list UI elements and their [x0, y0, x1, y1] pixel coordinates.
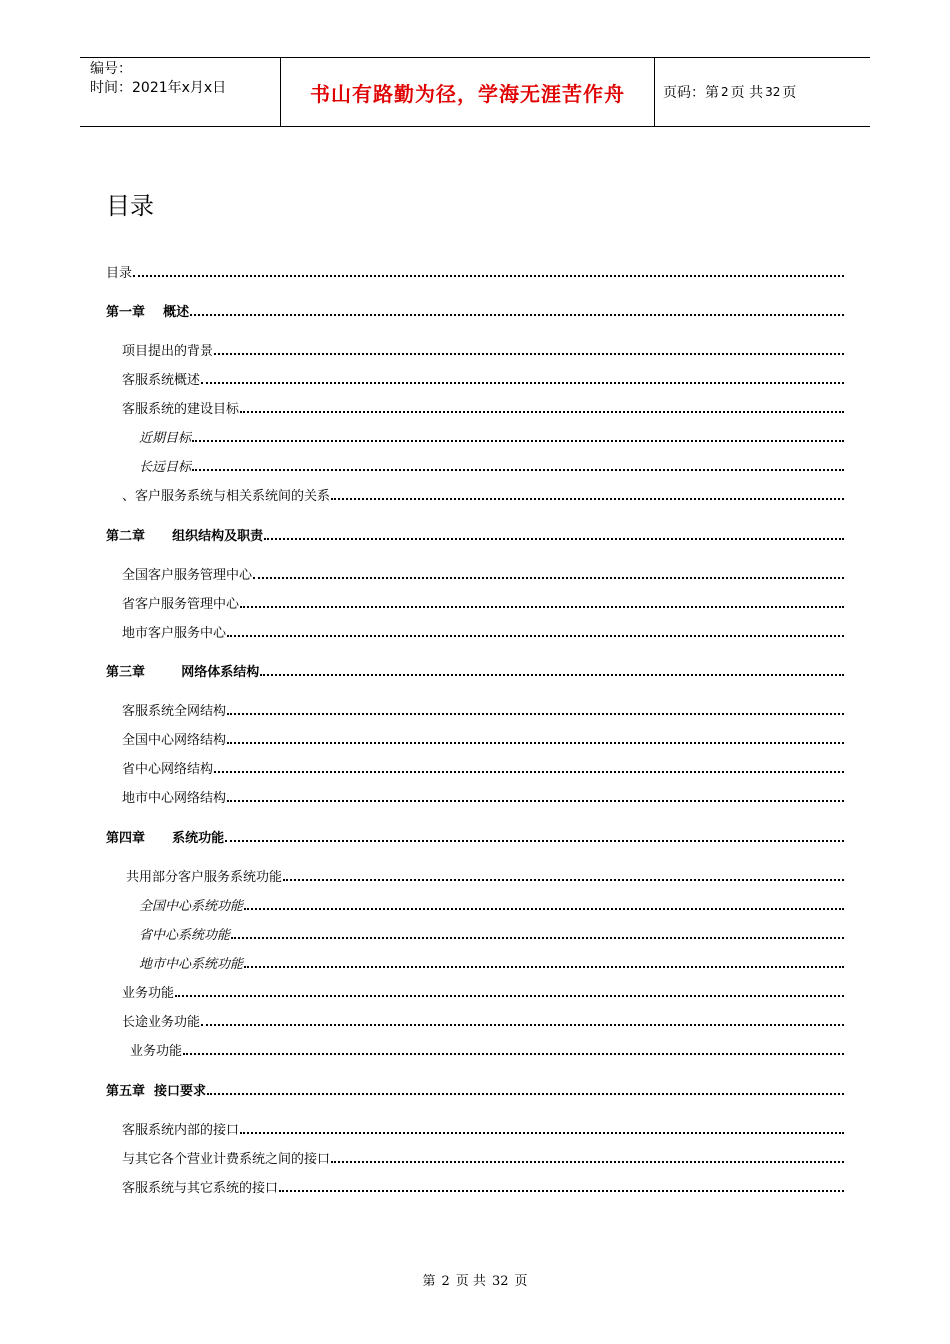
header-page-mid: 页 共	[730, 85, 764, 101]
toc-leader-dots	[192, 440, 844, 442]
toc-entry-text: 业务功能	[130, 1044, 183, 1059]
toc-entry-text: 全国客户服务管理中心	[122, 568, 253, 583]
header-number-label: 编号：	[90, 61, 132, 77]
toc-entry-text: 第五章 接口要求	[106, 1084, 207, 1099]
toc-entry[interactable]	[106, 302, 844, 320]
toc-entry-text: 目录	[106, 266, 133, 281]
toc-leader-dots	[240, 411, 844, 413]
toc-leader-dots	[279, 1190, 844, 1192]
toc-entry-text: 项目提出的背景	[122, 344, 214, 359]
toc-leader-dots	[283, 879, 844, 881]
toc-entry[interactable]	[122, 730, 844, 748]
toc-leader-dots	[331, 1161, 844, 1163]
toc-leader-dots	[227, 742, 844, 744]
toc-entry[interactable]	[106, 1081, 844, 1099]
toc-entry[interactable]	[139, 954, 844, 972]
toc-leader-dots	[227, 713, 844, 715]
toc-leader-dots	[175, 995, 844, 997]
toc-leader-dots	[133, 275, 844, 277]
toc-leader-dots	[214, 771, 844, 773]
toc-entry[interactable]	[122, 1178, 844, 1196]
header-page-current: 2	[721, 85, 729, 99]
header-page-info	[655, 58, 870, 126]
toc-leader-dots	[201, 382, 844, 384]
toc-entry-text: 第二章 组织结构及职责	[106, 529, 264, 544]
toc-leader-dots	[240, 606, 844, 608]
toc-leader-dots	[214, 353, 844, 355]
toc-leader-dots	[260, 674, 844, 676]
toc-entry[interactable]	[122, 701, 844, 719]
header-time-label: 时间：2021年x月x日	[90, 80, 227, 96]
toc-entry-text: 客服系统内部的接口	[122, 1123, 240, 1138]
toc-leader-dots	[207, 1093, 844, 1095]
toc-entry[interactable]	[139, 896, 844, 914]
toc-leader-dots	[231, 937, 844, 939]
toc-leader-dots	[201, 1024, 844, 1026]
toc-leader-dots	[244, 908, 844, 910]
toc-entry[interactable]	[122, 594, 844, 612]
toc-entry-text: 第四章 系统功能	[106, 831, 225, 846]
page-footer	[0, 1270, 950, 1289]
toc-entry[interactable]	[122, 399, 844, 417]
toc-leader-dots	[331, 498, 844, 500]
toc-entry-text: 长远目标	[139, 460, 192, 475]
toc-entry[interactable]	[122, 341, 844, 359]
toc-entry[interactable]	[106, 263, 844, 281]
footer-current: 2	[441, 1274, 450, 1289]
footer-prefix: 第	[422, 1274, 436, 1289]
toc-entry-text: 全国中心系统功能	[139, 899, 244, 914]
page-title: 目录	[106, 192, 154, 220]
toc-entry-text: 客服系统的建设目标	[122, 402, 240, 417]
toc-entry[interactable]	[122, 788, 844, 806]
toc-entry[interactable]	[139, 428, 844, 446]
toc-entry[interactable]	[122, 623, 844, 641]
toc-leader-dots	[240, 1132, 844, 1134]
footer-total: 32	[491, 1274, 509, 1289]
toc-leader-dots	[227, 635, 844, 637]
toc-entry-text: 客服系统全网结构	[122, 704, 227, 719]
header-motto: 书山有路勤为径，学海无涯苦作舟	[281, 58, 655, 126]
toc-entry[interactable]	[122, 486, 844, 504]
footer-suffix: 页	[514, 1274, 528, 1289]
toc-entry-text: 、客户服务系统与相关系统间的关系	[122, 489, 331, 504]
toc-entry-text: 第三章 网络体系结构	[106, 665, 260, 680]
toc-entry[interactable]	[122, 1012, 844, 1030]
toc-leader-dots	[227, 800, 844, 802]
toc-entry-text: 共用部分客户服务系统功能	[126, 870, 283, 885]
toc-entry[interactable]	[139, 457, 844, 475]
toc-leader-dots	[253, 577, 844, 579]
toc-entry-text: 地市中心系统功能	[139, 957, 244, 972]
toc-entry-text: 第一章 概述	[106, 305, 190, 320]
toc-entry-text: 与其它各个营业计费系统之间的接口	[122, 1152, 331, 1167]
header-page-total: 32	[765, 85, 781, 99]
toc-entry-text: 地市客户服务中心	[122, 626, 227, 641]
toc-entry[interactable]	[130, 1041, 844, 1059]
toc-entry-text: 省中心系统功能	[139, 928, 231, 943]
toc-entry-text: 业务功能	[122, 986, 175, 1001]
header-meta	[80, 58, 281, 126]
toc-entry[interactable]	[122, 1149, 844, 1167]
toc-entry[interactable]	[106, 828, 844, 846]
toc-entry-text: 近期目标	[139, 431, 192, 446]
header-page-suffix: 页	[782, 85, 797, 101]
toc-entry-text: 省客户服务管理中心	[122, 597, 240, 612]
toc-entry-text: 全国中心网络结构	[122, 733, 227, 748]
toc-entry-text: 长途业务功能	[122, 1015, 201, 1030]
toc-entry[interactable]	[126, 867, 844, 885]
toc-leader-dots	[264, 538, 844, 540]
toc-leader-dots	[192, 469, 844, 471]
toc-entry[interactable]	[139, 925, 844, 943]
page-header	[80, 57, 870, 127]
footer-mid: 页 共	[455, 1274, 486, 1289]
toc-leader-dots	[225, 840, 844, 842]
toc-entry[interactable]	[122, 759, 844, 777]
toc-leader-dots	[244, 966, 844, 968]
toc-entry[interactable]	[122, 983, 844, 1001]
toc-leader-dots	[183, 1053, 844, 1055]
toc-entry-text: 客服系统与其它系统的接口	[122, 1181, 279, 1196]
toc-entry[interactable]	[106, 662, 844, 680]
header-page-prefix: 页码：第	[663, 85, 719, 101]
toc-entry[interactable]	[122, 565, 844, 583]
toc-entry[interactable]	[122, 1120, 844, 1138]
toc-entry-text: 客服系统概述	[122, 373, 201, 388]
toc-entry[interactable]	[106, 526, 844, 544]
toc-entry-text: 省中心网络结构	[122, 762, 214, 777]
toc-leader-dots	[190, 314, 844, 316]
toc-entry-text: 地市中心网络结构	[122, 791, 227, 806]
toc-entry[interactable]	[122, 370, 844, 388]
